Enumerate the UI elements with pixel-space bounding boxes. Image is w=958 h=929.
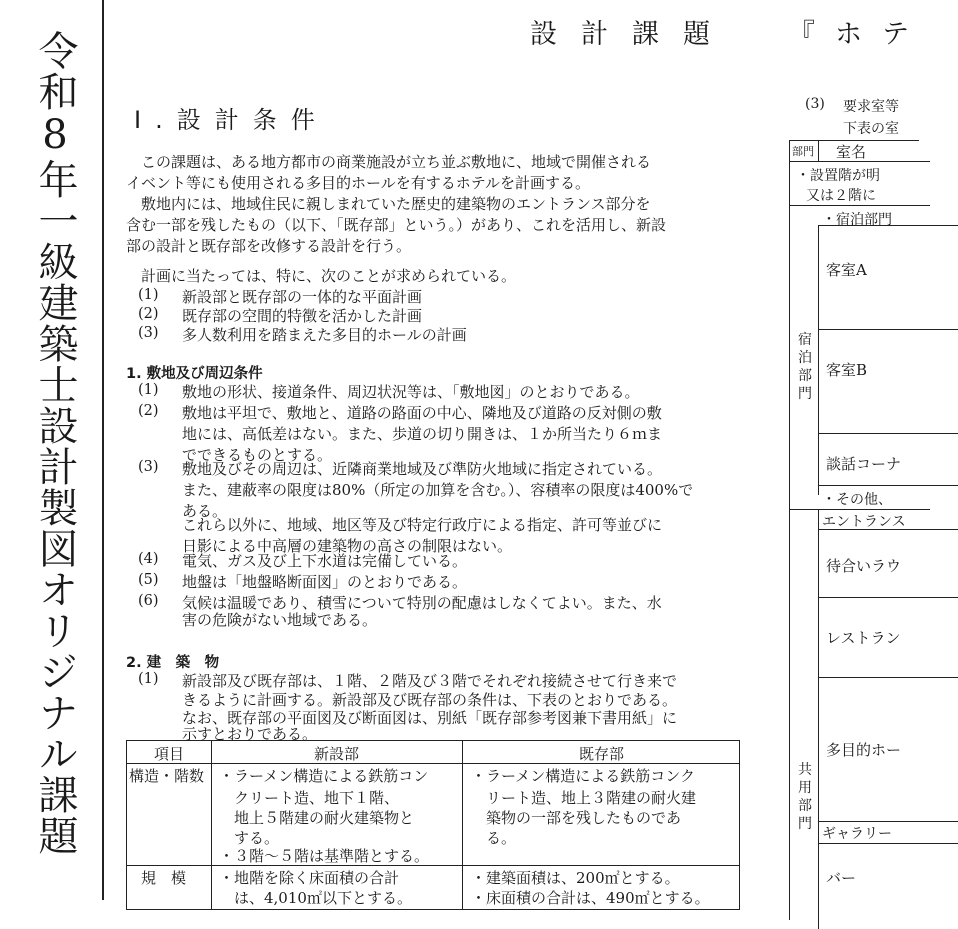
requirement-text: 新設部と既存部の一体的な平面計画 — [182, 288, 423, 306]
room-name: 多目的ホー — [826, 741, 902, 759]
site-conditions-heading: 1. 敷地及び周辺条件 — [126, 366, 263, 382]
requirement-number: (1) — [138, 287, 159, 303]
intro-line: イベント等にも使用される多目的ホールを有するホテルを計画する。 — [126, 174, 590, 192]
table-cell-existing: 築物の一部を残したものであ — [471, 809, 682, 827]
site-item-text: 敷地は平坦で、敷地と、道路の路面の中心、隣地及び道路の反対側の敷 — [182, 404, 662, 422]
site-item-text: 地盤は「地盤略断面図」のとおりである。 — [182, 573, 468, 591]
section-heading: I.設計条件 — [134, 106, 329, 134]
room-requirements-panel — [785, 0, 906, 900]
table-row-label: 構造・階数 — [129, 767, 205, 785]
requirement-text: 多人数利用を踏まえた多目的ホールの計画 — [182, 326, 467, 344]
column-header-room: 室名 — [836, 143, 867, 161]
building-heading: 2. 建 築 物 — [126, 655, 220, 671]
room-name: レストラン — [826, 629, 901, 647]
table-row-divider — [818, 529, 958, 530]
room-name: バー — [826, 869, 857, 887]
room-item-text: 要求室等 — [843, 99, 899, 115]
room-name: 談話コーナ — [826, 455, 902, 473]
table-column-divider — [462, 741, 463, 909]
building-conditions-table — [126, 740, 740, 910]
building-item-text: なお、既存部の平面図及び断面図は、別紙「既存部参考図兼下書用紙」に — [182, 709, 678, 727]
table-cell-new: ・ラーメン構造による鉄筋コン — [219, 767, 429, 785]
table-cell-new: は、4,010㎡以下とする。 — [219, 889, 412, 907]
table-cell-new: する。 — [219, 829, 280, 847]
building-item-text: 示すとおりである。 — [182, 725, 318, 743]
table-header-existing: 既存部 — [578, 745, 624, 763]
table-row-divider — [790, 205, 930, 206]
table-cell-new: 地上５階建の耐火建築物と — [219, 809, 415, 827]
department-label-shared: 共用部門 — [798, 762, 812, 832]
table-note: ・設置階が明 — [796, 168, 880, 184]
room-name: 待合いラウ — [826, 557, 902, 575]
site-item-number: (3) — [138, 459, 159, 475]
group-heading: ・宿泊部門 — [822, 212, 892, 228]
table-note: 又は２階に — [806, 188, 876, 204]
document-header-title: 『ホテ — [788, 19, 929, 50]
site-item-number: (5) — [138, 572, 159, 588]
site-item-text: 地には、高低差はない。また、歩道の切り開きは、１か所当たり６ｍま — [182, 425, 663, 443]
site-item-text: 敷地及びその周辺は、近隣商業地域及び準防火地域に指定されている。 — [182, 460, 663, 478]
site-item-text: でできるものとする。 — [182, 446, 333, 464]
table-row-divider — [818, 843, 958, 844]
table-row-divider — [818, 485, 958, 486]
intro-line: 部の設計と既存部を改修する設計を行う。 — [126, 237, 412, 255]
room-name: ・その他、 — [822, 492, 892, 508]
requirement-text: 既存部の空間的特徴を活かした計画 — [182, 307, 423, 325]
room-item-text: 下表の室 — [843, 121, 899, 137]
room-name: エントランス — [822, 514, 906, 530]
site-item-text: 害の危険がない地域である。 — [182, 611, 378, 629]
site-item-number: (6) — [138, 593, 159, 609]
table-cell-new: クリート造、地下１階、 — [219, 789, 400, 807]
site-item-text: 電気、ガス及び上下水道は完備している。 — [182, 552, 468, 570]
side-title-strip — [0, 0, 104, 900]
table-cell-existing: ・床面積の合計は、490㎡とする。 — [471, 889, 710, 907]
table-column-divider — [818, 225, 819, 495]
site-item-text: 気候は温暖であり、積雪について特別の配慮はしなくてよい。また、水 — [182, 594, 662, 612]
table-row-divider — [790, 509, 930, 510]
document-header: 設計課題 — [530, 19, 734, 50]
table-cell-existing: ・建築面積は、200㎡とする。 — [471, 869, 680, 887]
table-row-divider — [818, 433, 958, 434]
room-item-number: (3) — [805, 96, 825, 112]
document-series-title: 令和8年一級建築士設計製図オリジナル課題 — [32, 30, 78, 856]
department-label-lodging: 宿泊部門 — [798, 332, 812, 402]
intro-line: 含む一部を残したもの（以下、「既存部」という。）があり、これを活用し、新設 — [126, 216, 667, 234]
table-cell-new: ・地階を除く床面積の合計 — [219, 869, 400, 887]
site-item-text: これら以外に、地域、地区等及び特定行政庁による指定、許可等並びに — [182, 516, 663, 534]
table-cell-existing: ・ラーメン構造による鉄筋コンク — [471, 767, 695, 785]
table-column-divider — [211, 741, 212, 909]
intro-line: 敷地内には、地域住民に親しまれていた歴史的建築物のエントランス部分を — [141, 195, 651, 213]
site-item-number: (1) — [138, 382, 159, 398]
site-item-text: また、建蔽率の限度は80%（所定の加算を含む。）、容積率の限度は400%で — [182, 481, 694, 499]
table-row-label: 規 模 — [141, 869, 187, 887]
main-column — [126, 0, 742, 907]
room-requirements-table — [789, 140, 919, 920]
building-item-text: 新設部及び既存部は、１階、２階及び３階でそれぞれ接続させて行き来で — [182, 672, 678, 690]
column-header-department: 部門 — [792, 145, 814, 158]
table-row-divider — [790, 161, 930, 162]
site-item-text: ある。 — [182, 502, 228, 520]
site-item-number: (2) — [138, 403, 159, 419]
site-item-number: (4) — [138, 551, 159, 567]
table-row-divider — [818, 597, 958, 598]
table-cell-existing: る。 — [471, 829, 517, 847]
room-name: ギャラリー — [822, 826, 892, 842]
requirement-number: (2) — [138, 306, 159, 322]
site-item-text: 敷地の形状、接道条件、周辺状況等は、「敷地図」のとおりである。 — [182, 383, 640, 401]
table-row-divider — [818, 821, 958, 822]
table-row-divider — [818, 329, 958, 330]
table-column-divider — [818, 141, 819, 161]
table-column-divider — [818, 509, 819, 929]
table-row-divider — [818, 677, 958, 678]
building-item-text: きるように計画する。新設部及び既存部の条件は、下表のとおりである。 — [182, 691, 678, 709]
room-name: 客室B — [826, 361, 868, 379]
building-item-number: (1) — [138, 671, 159, 687]
table-row-divider — [818, 225, 958, 226]
requirement-number: (3) — [138, 325, 159, 341]
intro-line: この課題は、ある地方都市の商業施設が立ち並ぶ敷地に、地域で開催される — [141, 153, 652, 171]
table-header-item: 項目 — [153, 745, 184, 763]
table-cell-existing: リート造、地上３階建の耐火建 — [471, 789, 697, 807]
site-item-text: 日影による中高層の建築物の高さの制限はない。 — [182, 537, 513, 555]
requirements-lead: 計画に当たっては、特に、次のことが求められている。 — [141, 267, 517, 285]
room-name: 客室A — [826, 261, 867, 279]
table-header-new: 新設部 — [313, 745, 359, 763]
table-cell-new: ・３階～５階は基準階とする。 — [219, 847, 430, 865]
